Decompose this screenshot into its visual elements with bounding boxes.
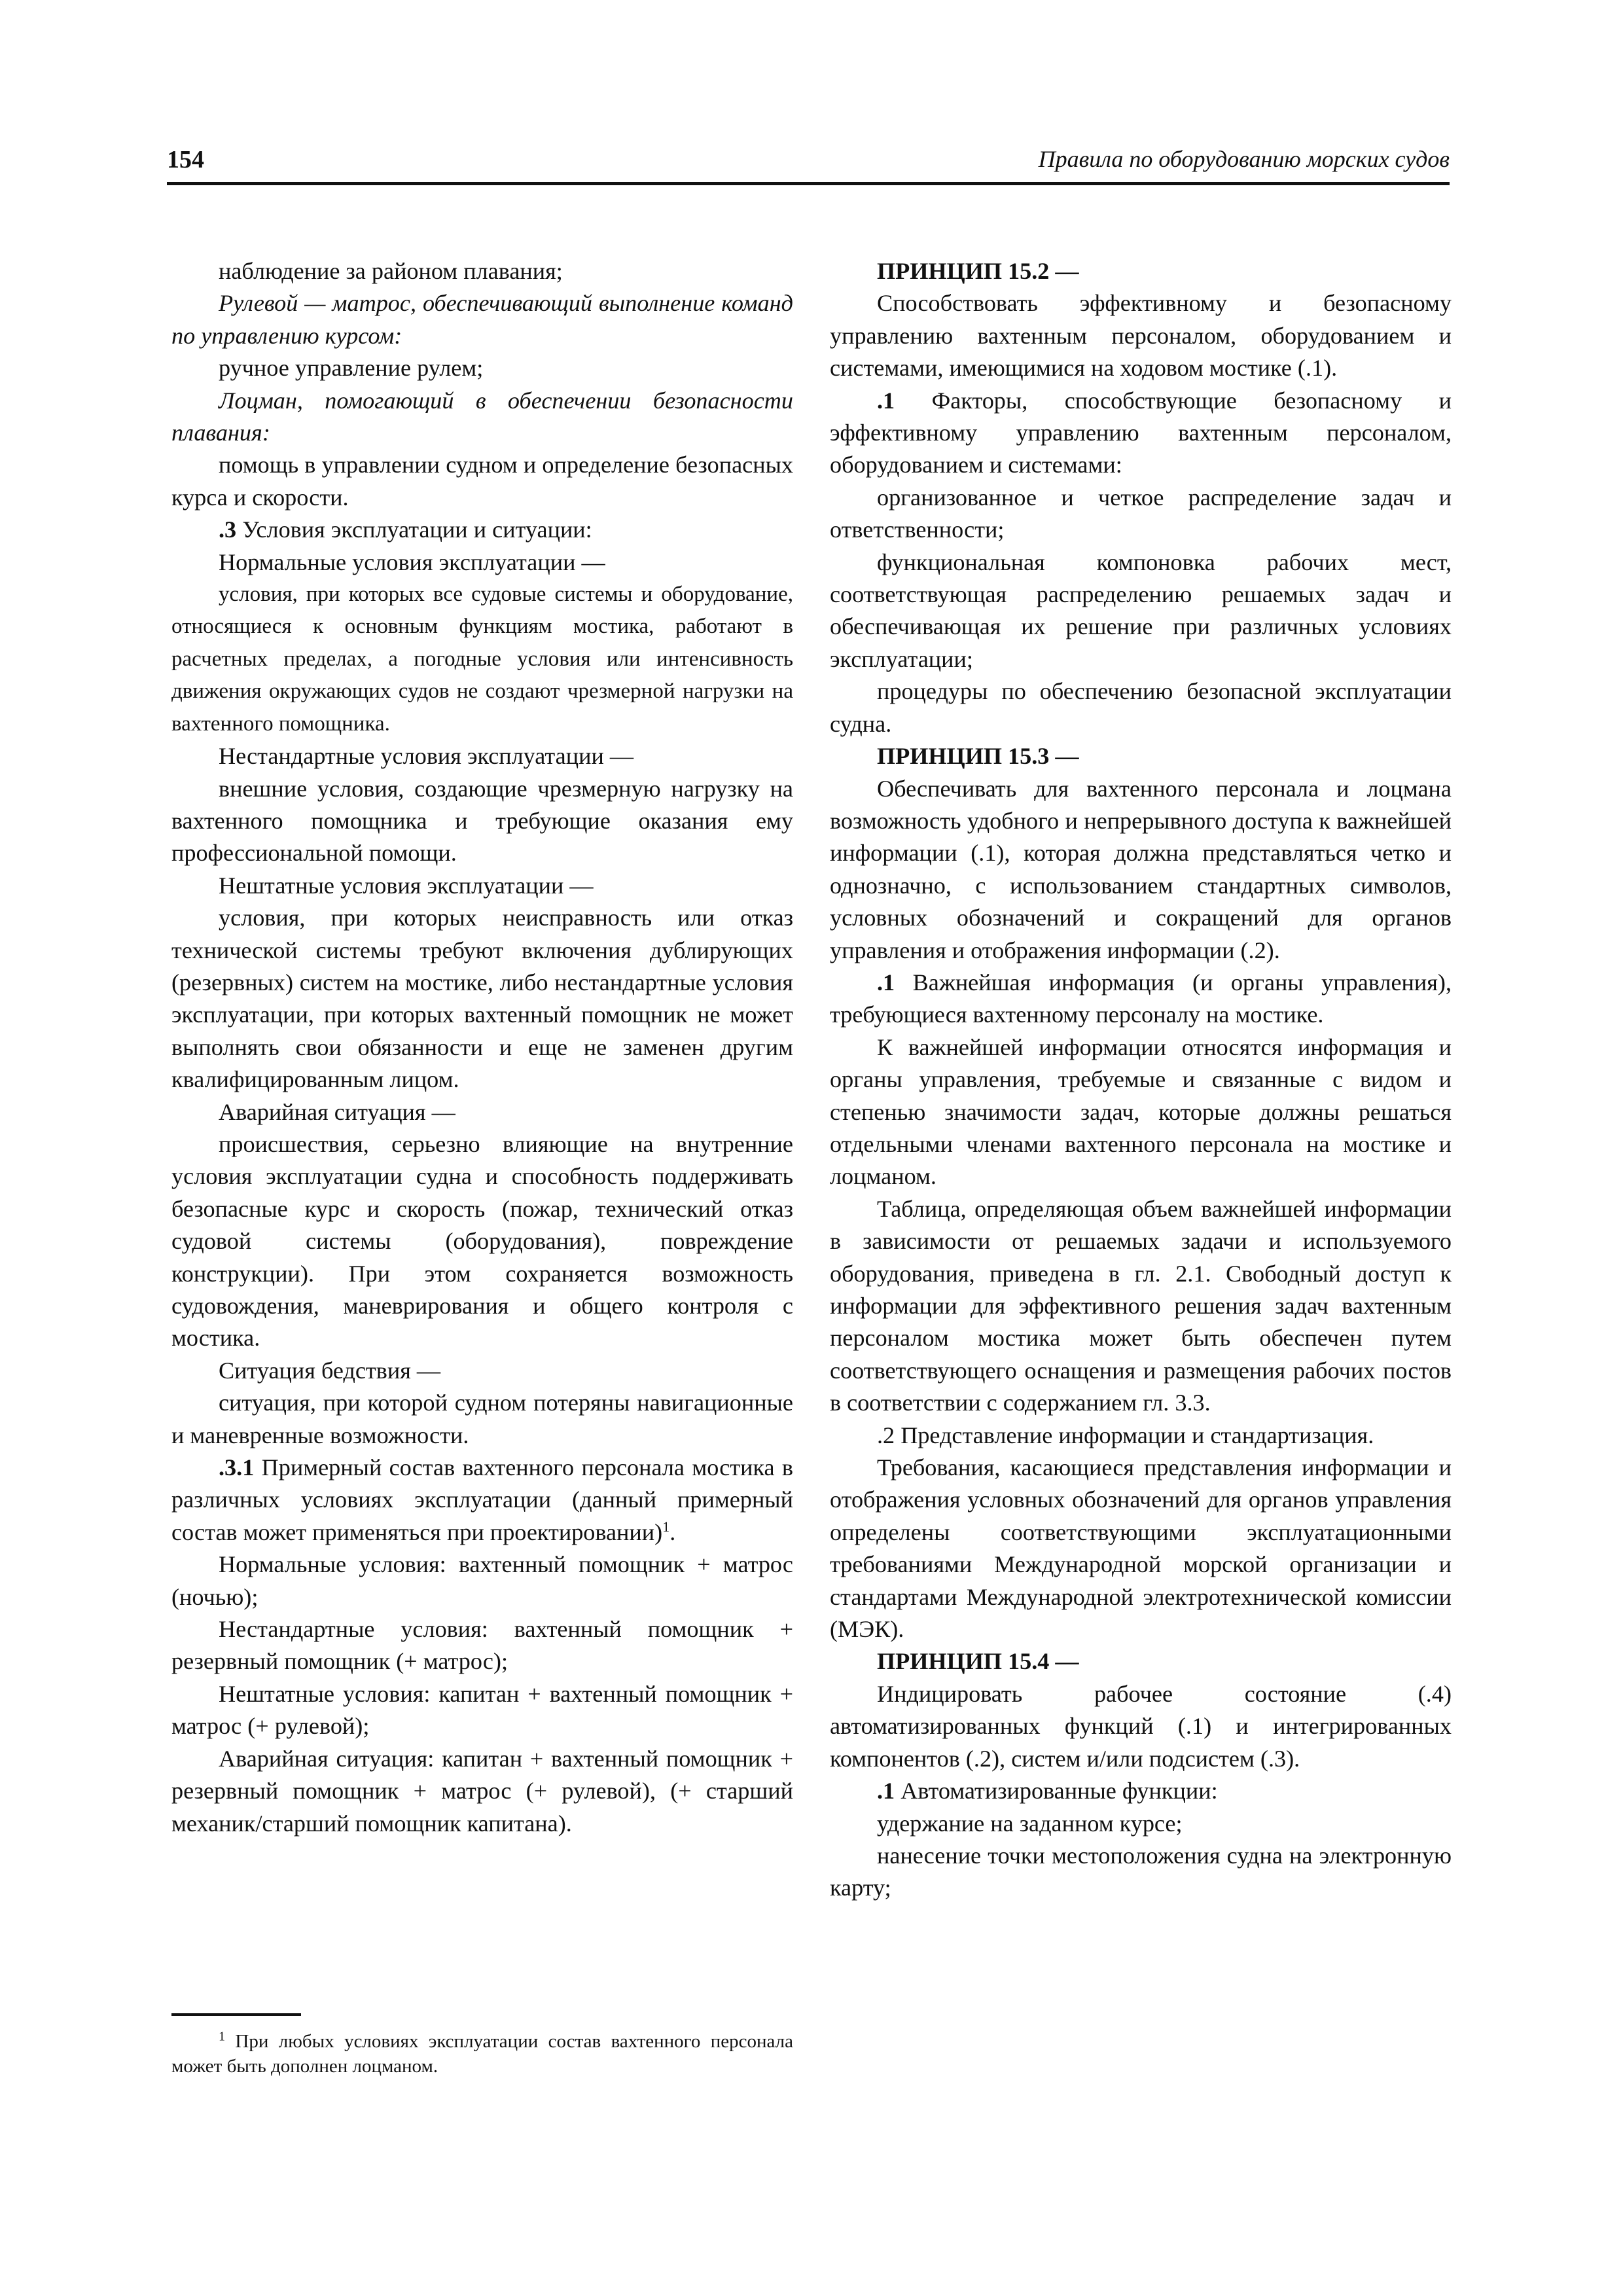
paragraph [830, 1775, 1452, 1807]
paragraph [830, 385, 1452, 482]
paragraph: внешние условия, создающие чрезмерную нагрузку на вахтенного помощника и требующие оказания ему профессиональной помощи. [171, 775, 793, 867]
item-text-end: . [669, 1518, 676, 1545]
paragraph: Способствовать эффективному и безопасному управлению вахтенным персоналом, оборудованием и системами, имеющимися на ходовом мостике (.1). [830, 290, 1452, 382]
item-text: Условия эксплуатации и ситуации: [236, 516, 592, 543]
paragraph: Аварийная ситуация: капитан + вахтенный помощник + резервный помощник + матрос (+ рулевой), (+ старший механик/старший помощник капитана). [171, 1745, 793, 1837]
paragraph: Нестандартные условия эксплуатации — [219, 743, 634, 770]
footnote-divider [171, 2013, 301, 2016]
principle-heading: ПРИНЦИП 15.3 — [877, 743, 1079, 770]
paragraph [171, 514, 793, 546]
paragraph: нанесение точки местоположения судна на электронную карту; [830, 1842, 1452, 1901]
paragraph [171, 1452, 793, 1549]
principle-heading: ПРИНЦИП 15.2 — [877, 258, 1079, 284]
paragraph: наблюдение за районом плавания; [219, 258, 563, 284]
left-column [171, 255, 793, 1840]
item-number: .3 [219, 516, 237, 543]
footnote [171, 2029, 793, 2079]
running-title: Правила по оборудованию морских судов [1038, 146, 1450, 172]
paragraph: Требования, касающиеся представления информации и отображения условных обозначений для органов управления определены соответствующими эксплуатационными требованиями Международной морской организации и стандартами Международной электротехнической комиссии (МЭК). [830, 1454, 1452, 1643]
paragraph [830, 967, 1452, 1031]
item-text: Автоматизированные функции: [895, 1778, 1218, 1804]
item-number: .1 [877, 387, 895, 414]
paragraph: происшествия, серьезно влияющие на внутренние условия эксплуатации судна и способность поддерживать безопасные курс и скорость (пожар, технический отказ судовой системы (оборудования), повреждение конструкции). При этом сохраняется возможность судовождения, маневрирования и общего контроля с мостика. [171, 1130, 793, 1352]
paragraph: Индицировать рабочее состояние (.4) автоматизированных функций (.1) и интегрированных компонентов (.2), систем и/или подсистем (.3). [830, 1680, 1452, 1772]
item-text: Важнейшая информация (и органы управления), требующиеся вахтенному персоналу на мостике. [830, 969, 1452, 1028]
item-number: .3.1 [219, 1454, 255, 1481]
paragraph: функциональная компоновка рабочих мест, соответствующая распределению решаемых задач и обеспечивающая их решение при различных условиях эксплуатации; [830, 548, 1452, 672]
item-number: .1 [877, 969, 895, 996]
paragraph: Нештатные условия: капитан + вахтенный помощник + матрос (+ рулевой); [171, 1680, 793, 1740]
paragraph: процедуры по обеспечению безопасной эксплуатации судна. [830, 678, 1452, 737]
paragraph: условия, при которых все судовые системы и оборудование, относящиеся к основным функциям мостика, работают в расчетных пределах, а погодные условия или интенсивность движения окружающих судов не создают чрезмерной нагрузки на вахтенного помощника. [171, 583, 793, 736]
paragraph: Нештатные условия эксплуатации — [219, 872, 594, 899]
paragraph: удержание на заданном курсе; [877, 1810, 1183, 1837]
footnote-text: При любых условиях эксплуатации состав вахтенного персонала может быть дополнен лоцманом. [171, 2031, 793, 2077]
item-text: Примерный состав вахтенного персонала мостика в различных условиях эксплуатации (данный примерный состав может применяться при проектировании) [171, 1454, 793, 1545]
paragraph: условия, при которых неисправность или отказ технической системы требуют включения дублирующих (резервных) систем на мостике, либо нестандартные условия эксплуатации, при которых вахтенный помощник не может выполнять свои обязанности и еще не заменен другим квалифицированным лицом. [171, 905, 793, 1093]
item-number: .1 [877, 1778, 895, 1804]
page-number: 154 [167, 146, 204, 173]
right-column [830, 255, 1452, 1905]
paragraph: .2 Представление информации и стандартизация. [877, 1422, 1374, 1448]
paragraph: Таблица, определяющая объем важнейшей информации в зависимости от решаемых задачи и используемого оборудования, приведена в гл. 2.1. Свободный доступ к информации для эффективного решения задач вахтенным персоналом мостика может быть обеспечен путем соответствующего оснащения и размещения рабочих постов в соответствии с содержанием гл. 3.3. [830, 1195, 1452, 1416]
paragraph: Обеспечивать для вахтенного персонала и лоцмана возможность удобного и непрерывного доступа к важнейшей информации (.1), которая должна представляться четко и однозначно, с использованием стандартных символов, условных обозначений и сокращений для органов управления и отображения информации (.2). [830, 775, 1452, 963]
paragraph: Нормальные условия: вахтенный помощник + матрос (ночью); [171, 1551, 793, 1610]
page-header [167, 143, 1450, 185]
principle-heading: ПРИНЦИП 15.4 — [877, 1648, 1079, 1675]
paragraph: Аварийная ситуация — [219, 1098, 455, 1125]
footnote-mark: 1 [219, 2029, 225, 2044]
footnote-ref: 1 [662, 1518, 670, 1535]
paragraph: ручное управление рулем; [219, 355, 484, 382]
paragraph: Рулевой — матрос, обеспечивающий выполнение команд по управлению курсом: [171, 290, 793, 349]
paragraph: К важнейшей информации относятся информация и органы управления, требуемые и связанные с видом и степенью значимости задач, которые должны решаться отдельными членами вахтенного персонала на мостике и лоцманом. [830, 1033, 1452, 1190]
paragraph: ситуация, при которой судном потеряны навигационные и маневренные возможности. [171, 1390, 793, 1448]
paragraph: помощь в управлении судном и определение безопасных курса и скорости. [171, 452, 793, 511]
paragraph: Ситуация бедствия — [219, 1357, 441, 1384]
paragraph: организованное и четкое распределение задач и ответственности; [830, 484, 1452, 543]
item-text: Факторы, способствующие безопасному и эффективному управлению вахтенным персоналом, оборудованием и системами: [830, 387, 1452, 478]
paragraph: Лоцман, помогающий в обеспечении безопасности плавания: [171, 387, 793, 446]
paragraph: Нормальные условия эксплуатации — [219, 548, 605, 575]
paragraph: Нестандартные условия: вахтенный помощник + резервный помощник (+ матрос); [171, 1616, 793, 1675]
